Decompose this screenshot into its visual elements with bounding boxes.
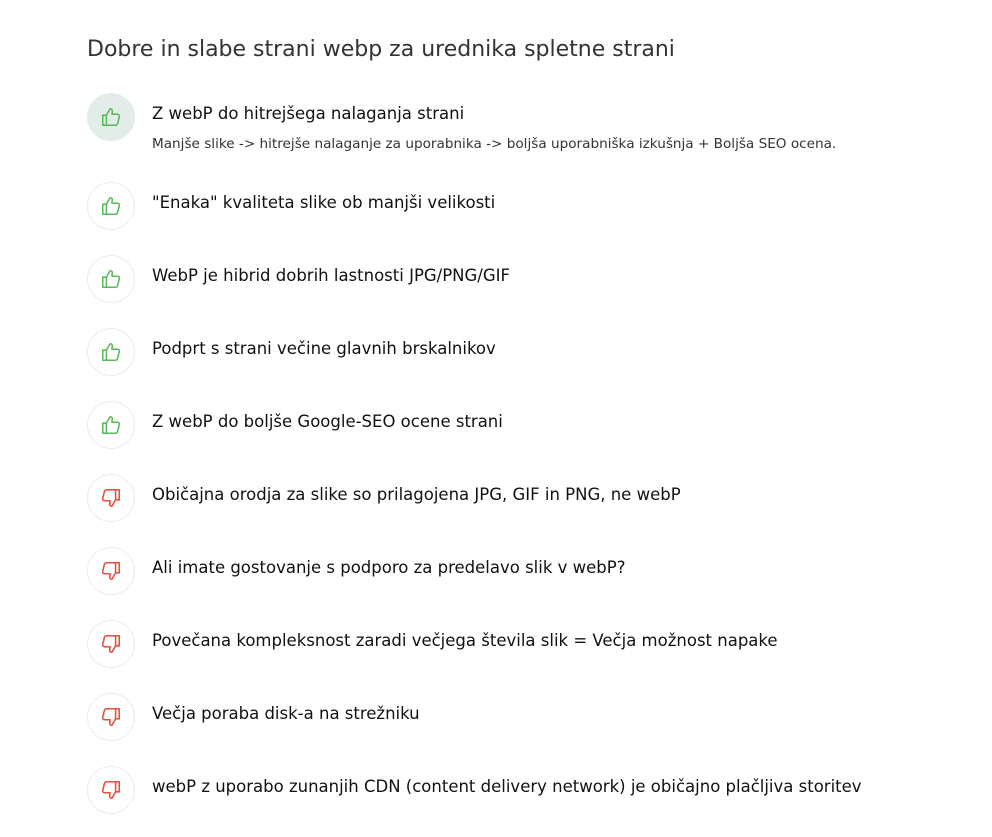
thumbs-down-icon — [87, 547, 135, 595]
list-item-pro[interactable] — [87, 179, 967, 252]
list-item-pro[interactable] — [87, 398, 967, 471]
item-title: "Enaka" kvaliteta slike ob manjši velikosti — [152, 193, 496, 212]
item-title: Ali imate gostovanje s podporo za predelavo slik v webP? — [152, 558, 626, 577]
list-item-pro[interactable] — [87, 252, 967, 325]
thumbs-down-svg — [100, 487, 122, 509]
item-title: Povečana kompleksnost zaradi večjega števila slik = Večja možnost napake — [152, 631, 778, 650]
thumbs-down-svg — [100, 560, 122, 582]
list-item-con[interactable] — [87, 690, 967, 763]
page-title: Dobre in slabe strani webp za urednika spletne strani — [87, 37, 675, 62]
list-item-pro[interactable] — [87, 90, 967, 179]
thumbs-down-icon — [87, 474, 135, 522]
item-title: webP z uporabo zunanjih CDN (content delivery network) je običajno plačljiva storitev — [152, 777, 862, 796]
list-item-con[interactable] — [87, 544, 967, 617]
thumbs-up-icon — [87, 182, 135, 230]
thumbs-up-svg — [100, 414, 122, 436]
list-item-con[interactable] — [87, 763, 967, 836]
item-title: WebP je hibrid dobrih lastnosti JPG/PNG/GIF — [152, 266, 511, 285]
thumbs-down-svg — [100, 633, 122, 655]
list-item-con[interactable] — [87, 471, 967, 544]
thumbs-down-svg — [100, 706, 122, 728]
item-title: Podprt s strani večine glavnih brskalnikov — [152, 339, 496, 358]
pros-cons-list — [87, 90, 967, 836]
thumbs-up-icon — [87, 401, 135, 449]
thumbs-down-icon — [87, 620, 135, 668]
item-title: Običajna orodja za slike so prilagojena JPG, GIF in PNG, ne webP — [152, 485, 681, 504]
thumbs-down-svg — [100, 779, 122, 801]
item-title: Večja poraba disk-a na strežniku — [152, 704, 420, 723]
thumbs-up-icon — [87, 93, 135, 141]
list-item-con[interactable] — [87, 617, 967, 690]
item-title: Z webP do hitrejšega nalaganja strani — [152, 104, 465, 123]
item-description: Manjše slike -> hitrejše nalaganje za uporabnika -> boljša uporabniška izkušnja + Boljša SEO ocena. — [152, 136, 837, 152]
thumbs-up-svg — [100, 195, 122, 217]
thumbs-down-icon — [87, 766, 135, 814]
thumbs-up-icon — [87, 328, 135, 376]
thumbs-up-svg — [100, 106, 122, 128]
thumbs-up-svg — [100, 268, 122, 290]
thumbs-up-icon — [87, 255, 135, 303]
list-item-pro[interactable] — [87, 325, 967, 398]
thumbs-up-svg — [100, 341, 122, 363]
thumbs-down-icon — [87, 693, 135, 741]
item-title: Z webP do boljše Google-SEO ocene strani — [152, 412, 503, 431]
